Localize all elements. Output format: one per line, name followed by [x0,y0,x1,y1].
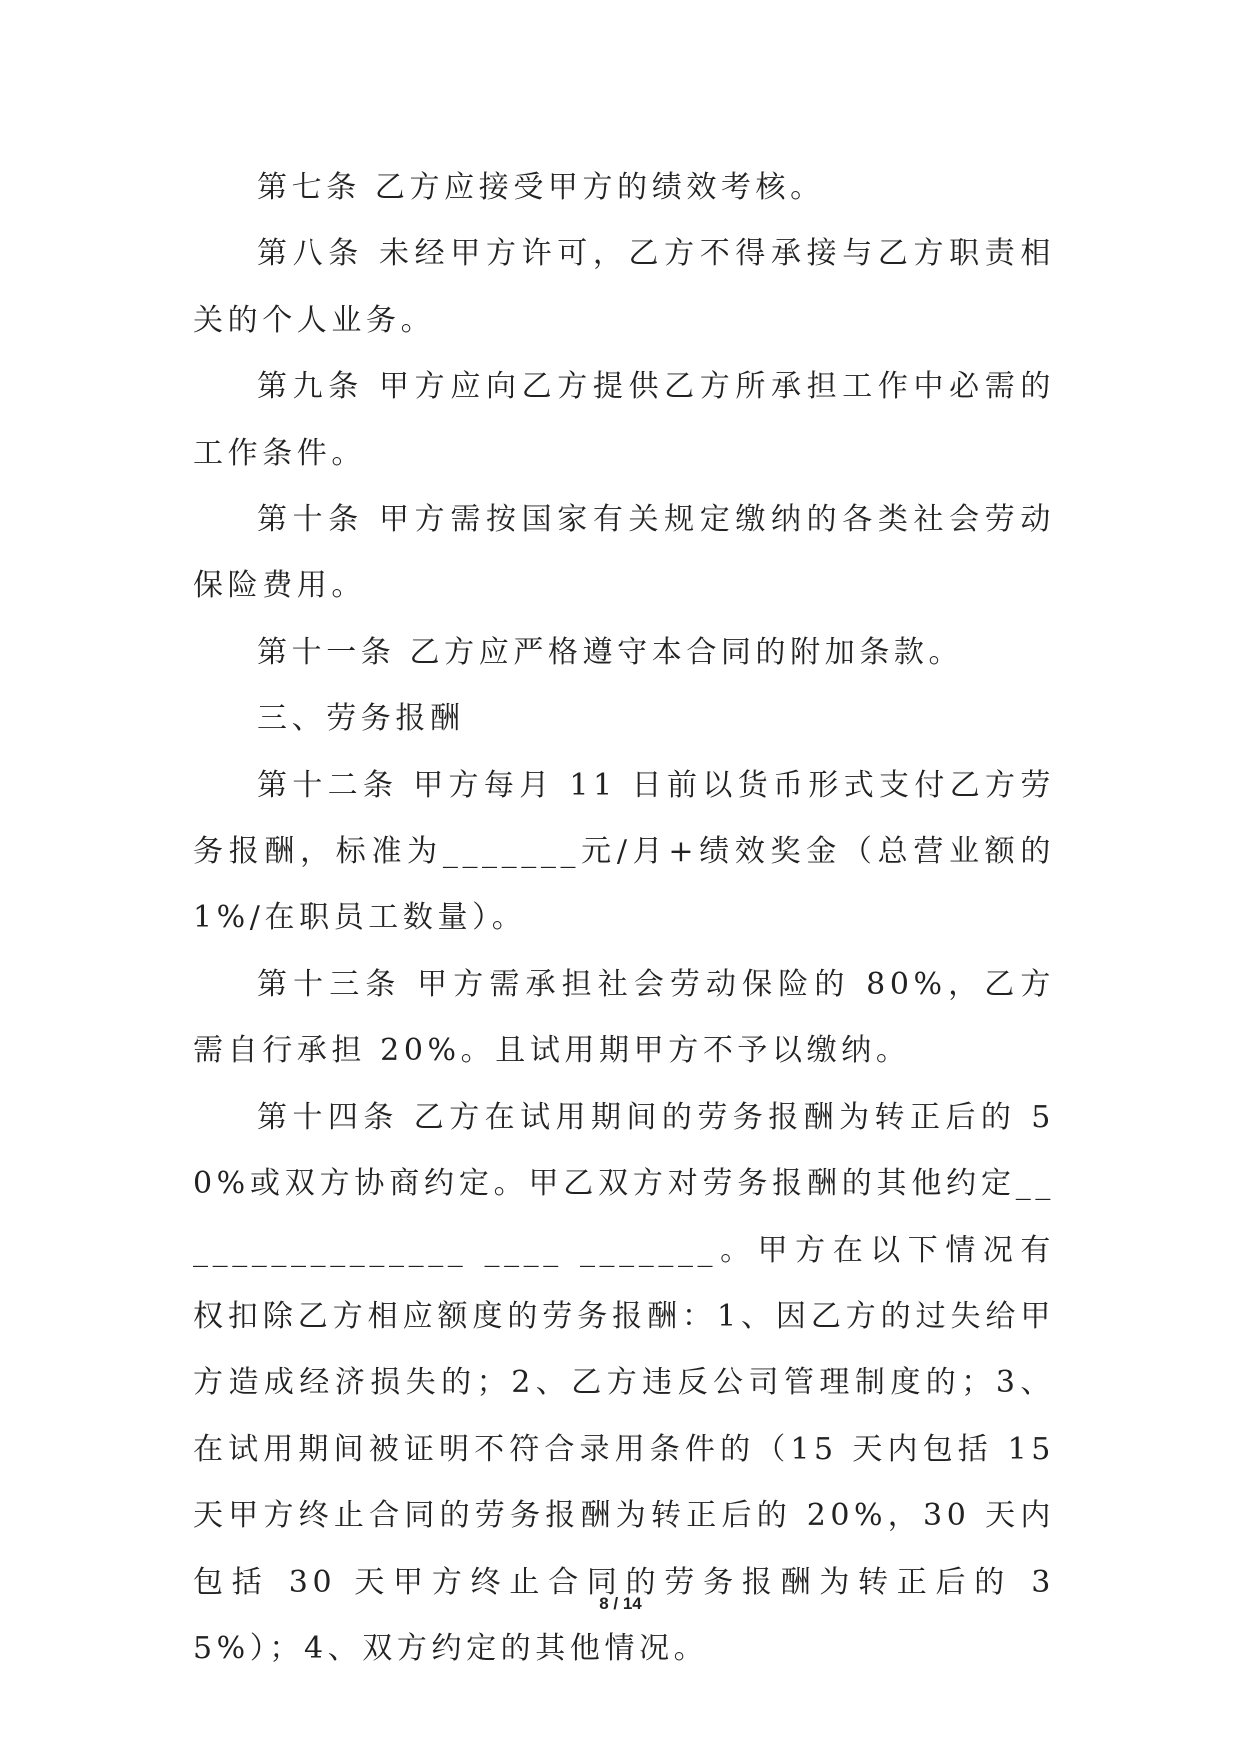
document-body [193,155,1055,1682]
article-10: 第十条 甲方需按国家有关规定缴纳的各类社会劳动保险费用。 [193,502,1055,604]
article-7: 第七条 乙方应接受甲方的绩效考核。 [257,170,825,205]
article-12: 第十二条 甲方每月 11 日前以货币形式支付乙方劳务报酬，标准为_______元/月+绩效奖金（总营业额的 1%/在职员工数量）。 [193,767,1055,936]
page-number: 8 / 14 [599,1594,642,1613]
article-13: 第十三条 甲方需承担社会劳动保险的 80%，乙方需自行承担 20%。且试用期甲方不予以缴纳。 [193,966,1055,1069]
section-heading-remuneration: 三、劳务报酬 [257,701,465,737]
article-8: 第八条 未经甲方许可，乙方不得承接与乙方职责相关的个人业务。 [193,236,1055,338]
article-14: 第十四条 乙方在试用期间的劳务报酬为转正后的 50%或双方协商约定。甲乙双方对劳务报酬的其他约定________________ ____ _______。甲方在以下情况有权扣除乙方相应额度的劳务报酬：1、因乙方的过失给甲方造成经济损失的；2、乙方违反公司管理制度的；3、在试用期间被证明不符合录用条件的（15 天内包括 15 天甲方终止合同的劳务报酬为转正后的 20%，30 天内包括 30 天甲方终止合同的劳务报酬为转正后的 35%）；4、双方约定的其他情况。 [193,1099,1055,1666]
article-9: 第九条 甲方应向乙方提供乙方所承担工作中必需的工作条件。 [193,369,1055,471]
article-11: 第十一条 乙方应严格遵守本合同的附加条款。 [257,634,964,670]
